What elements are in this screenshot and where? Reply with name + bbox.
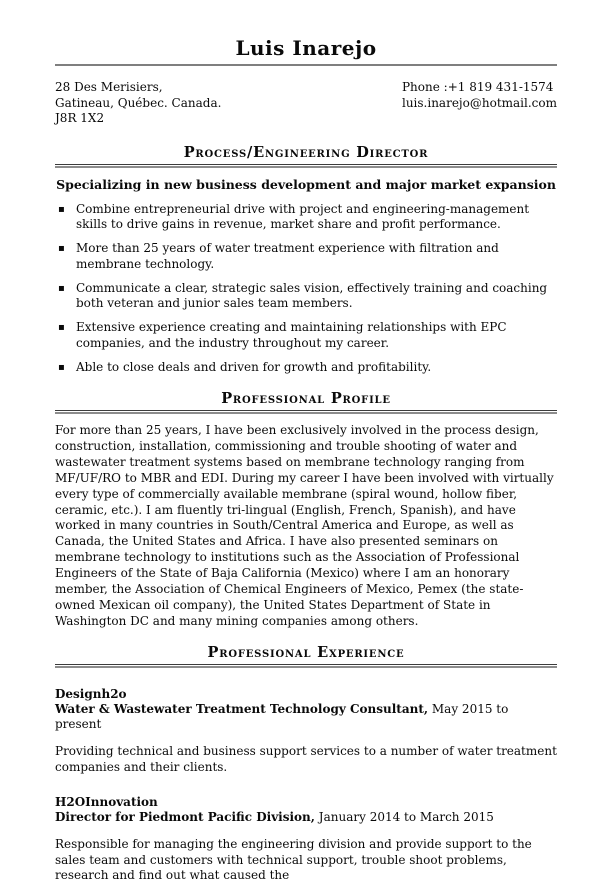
section-profile-heading-wrap xyxy=(55,390,557,414)
bullet-item: ▪ Communicate a clear, strategic sales vision, effectively training and coaching both veteran and junior sales team members. xyxy=(55,281,557,312)
address-line-2: Gatineau, Québec. Canada. xyxy=(55,95,222,110)
name-underline-rule xyxy=(55,64,557,66)
job-role: Director for Piedmont Pacific Division, xyxy=(55,809,315,824)
address-line-3: J8R 1X2 xyxy=(55,111,105,125)
phone-line: Phone :+1 819 431-1574 xyxy=(401,80,554,94)
job-dates: May 2015 to present xyxy=(55,701,513,731)
address-line-1: 28 Des Merisiers, xyxy=(55,80,163,94)
job-description: Responsible for managing the engineering division and provide support to the sales team and customers with technical support, trouble shoot problems, research and find out what caused the xyxy=(55,836,532,883)
job-entry xyxy=(55,795,557,884)
job-description: Providing technical and business support services to a number of water treatment companies and their clients. xyxy=(55,743,557,774)
job-title-line xyxy=(55,810,557,825)
job-entry xyxy=(55,687,557,776)
section-divider-role xyxy=(55,164,557,168)
summary-bullet-list xyxy=(55,202,557,376)
profile-paragraph: For more than 25 years, I have been exclusively involved in the process design, construction, installation, commissioning and trouble shooting of water and wastewater treatment systems based on membrane technology ranging from MF/UF/RO to MBR and EDI. During my career I have been involved with virtually every type of commercially available membrane (spiral wound, hollow fiber, ceramic, etc.). I am fluently tri-lingual (English, French, Spanish), and have worked in many countries in South/Central America and Europe, as well as Canada, the United States and Africa. I have also presented seminars on membrane technology to institutions such as the Association of Professional Engineers of the State of Baja California (Mexico) where I am an honorary member, the Association of Chemical Engineers of Mexico, Pemex (the state-owned Mexican oil company), the United States Department of State in Washington DC and many mining companies among others. xyxy=(55,423,554,628)
bullet-item: ▪ Able to close deals and driven for growth and profitability. xyxy=(55,360,557,376)
job-company-name: Designh2o xyxy=(55,686,127,701)
job-role: Water & Wastewater Treatment Technology Consultant, xyxy=(55,701,429,716)
job-title-line xyxy=(55,702,557,732)
section-divider-profile xyxy=(55,410,557,414)
role-subtitle: Specializing in new business development and major market expansion xyxy=(56,176,556,192)
section-experience-heading-wrap xyxy=(55,644,557,668)
bullet-item: ▪ More than 25 years of water treatment experience with filtration and membrane technology. xyxy=(55,241,557,272)
job-company-name: H2OInnovation xyxy=(55,794,158,809)
job-dates: January 2014 to March 2015 xyxy=(314,809,494,824)
section-heading-profile: Professional Profile xyxy=(221,390,391,407)
email-line: luis.inarejo@hotmail.com xyxy=(401,95,557,110)
contact-block xyxy=(55,80,557,127)
bullet-item: ▪ Extensive experience creating and maintaining relationships with EPC companies, and the industry throughout my career. xyxy=(55,320,557,351)
section-heading-experience: Professional Experience xyxy=(207,643,405,661)
address-block xyxy=(55,80,221,127)
section-role-heading-wrap xyxy=(55,144,557,168)
resume-name: Luis Inarejo xyxy=(235,36,377,60)
bullet-item: ▪ Combine entrepreneurial drive with project and engineering-management skills to drive gains in revenue, market share and profit performance. xyxy=(55,202,557,233)
section-divider-experience xyxy=(55,664,557,668)
phone-email-block xyxy=(402,80,557,127)
section-heading-role: Process/Engineering Director xyxy=(183,143,429,161)
